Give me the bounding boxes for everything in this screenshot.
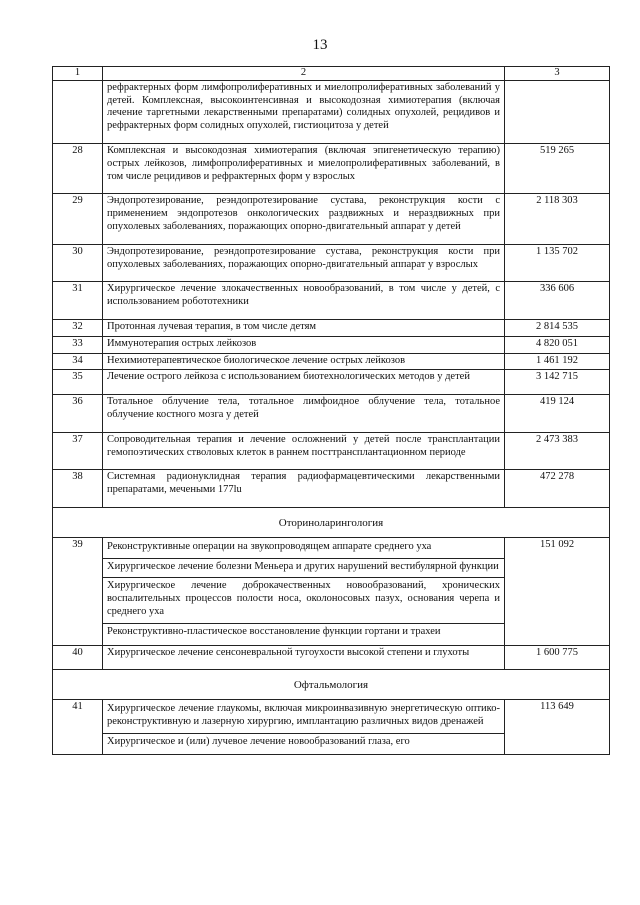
table-row [53, 353, 610, 370]
procedure-item: Хирургическое лечение болезни Меньера и других нарушений вестибулярной функции [103, 558, 504, 578]
row-description: Системная радионуклидная терапия радиофармацевтическими лекарственными препаратами, мечеными 177lu [103, 470, 505, 508]
header-col-3: 3 [505, 67, 610, 81]
row-price: 4 820 051 [505, 336, 610, 353]
row-price: 2 473 383 [505, 432, 610, 470]
section-heading-ent: Оториноларингология [53, 507, 610, 537]
row-description: Хирургическое лечение злокачественных новообразований, в том числе у детей, с использованием робототехники [103, 282, 505, 320]
row-description: Эндопротезирование, реэндопротезирование сустава, реконструкция кости при опухолевых заболеваниях, поражающих опорно-двигательный аппарат у взрослых [103, 244, 505, 282]
row-price: 1 600 775 [505, 645, 610, 670]
row-description: Сопроводительная терапия и лечение осложнений у детей после трансплантации гемопоэтических стволовых клеток в раннем посттрансплантационном периоде [103, 432, 505, 470]
row-description: Комплексная и высокодозная химиотерапия (включая эпигенетическую терапию) острых лейкозов, лимфопролиферативных и миелопролиферативных заболеваний, в том числе рецидивов и рефрактерных форм у взрослых [103, 143, 505, 193]
row-number: 37 [53, 432, 103, 470]
row-price: 3 142 715 [505, 370, 610, 395]
row-price: 336 606 [505, 282, 610, 320]
row-number: 35 [53, 370, 103, 395]
section-heading-ophthalmology: Офтальмология [53, 670, 610, 700]
row-number: 31 [53, 282, 103, 320]
row-number: 39 [53, 537, 103, 645]
row-price [505, 80, 610, 143]
row-number: 36 [53, 395, 103, 433]
row-price: 2 814 535 [505, 319, 610, 336]
procedure-item: Хирургическое лечение глаукомы, включая микроинвазивную энергетическую оптико-реконструктивную и лазерную хирургию, имплантацию различных видов дренажей [107, 703, 500, 727]
table-row [53, 645, 610, 670]
row-number: 38 [53, 470, 103, 508]
row-number: 30 [53, 244, 103, 282]
procedure-item: Хирургическое лечение доброкачественных новообразований, хронических воспалительных процессов полости носа, околоносовых пазух, основания черепа и среднего уха [103, 577, 504, 622]
row-description: Хирургическое лечение сенсоневральной тугоухости высокой степени и глухоты [103, 645, 505, 670]
procedure-item: Реконструктивно-пластическое восстановление функции гортани и трахеи [103, 623, 504, 643]
row-price: 1 461 192 [505, 353, 610, 370]
table-row [53, 194, 610, 244]
row-price: 113 649 [505, 700, 610, 755]
section-heading-row [53, 507, 610, 537]
table-row [53, 282, 610, 320]
table-row [53, 432, 610, 470]
row-description: Иммунотерапия острых лейкозов [103, 336, 505, 353]
row-number [53, 80, 103, 143]
row-description: Эндопротезирование, реэндопротезирование сустава, реконструкция кости с применением эндопротезов онкологических раздвижных и нераздвижных при опухолевых заболеваниях, поражающих опорно-двигательный аппарат у детей [103, 194, 505, 244]
row-description: Протонная лучевая терапия, в том числе детям [103, 319, 505, 336]
row-price: 419 124 [505, 395, 610, 433]
row-description: рефрактерных форм лимфопролиферативных и миелопролиферативных заболеваний у детей. Комплексная, высокоинтенсивная и высокодозная химиотерапия (включая лечение таргетными лекарственными препаратами) солидных опухолей, рецидивов и рефрактерных форм солидных опухолей, гистиоцитоза у детей [103, 80, 505, 143]
row-price: 472 278 [505, 470, 610, 508]
row-price: 151 092 [505, 537, 610, 645]
row-price: 2 118 303 [505, 194, 610, 244]
row-description [103, 537, 505, 645]
row-number: 29 [53, 194, 103, 244]
table-header-row [53, 67, 610, 81]
table-row [53, 395, 610, 433]
row-number: 34 [53, 353, 103, 370]
row-description: Лечение острого лейкоза с использованием биотехнологических методов у детей [103, 370, 505, 395]
section-heading-row [53, 670, 610, 700]
tariff-table [52, 66, 610, 755]
table-row [53, 470, 610, 508]
row-number: 40 [53, 645, 103, 670]
table-row [53, 370, 610, 395]
header-col-2: 2 [103, 67, 505, 81]
row-description: Тотальное облучение тела, тотальное лимфоидное облучение тела, тотальное облучение костного мозга у детей [103, 395, 505, 433]
table-row [53, 336, 610, 353]
table-row [53, 143, 610, 193]
table-row [53, 537, 610, 645]
row-description [103, 700, 505, 755]
row-price: 519 265 [505, 143, 610, 193]
row-description: Нехимиотерапевтическое биологическое лечение острых лейкозов [103, 353, 505, 370]
row-number: 28 [53, 143, 103, 193]
row-price: 1 135 702 [505, 244, 610, 282]
table-row [53, 700, 610, 755]
row-number: 33 [53, 336, 103, 353]
page-number: 13 [312, 37, 328, 53]
header-col-1: 1 [53, 67, 103, 81]
row-number: 32 [53, 319, 103, 336]
procedure-item: Хирургическое и (или) лучевое лечение новообразований глаза, его [103, 733, 504, 753]
row-number: 41 [53, 700, 103, 755]
procedure-item: Реконструктивные операции на звукопроводящем аппарате среднего уха [107, 540, 432, 552]
table-row [53, 80, 610, 143]
table-row [53, 319, 610, 336]
table-row [53, 244, 610, 282]
